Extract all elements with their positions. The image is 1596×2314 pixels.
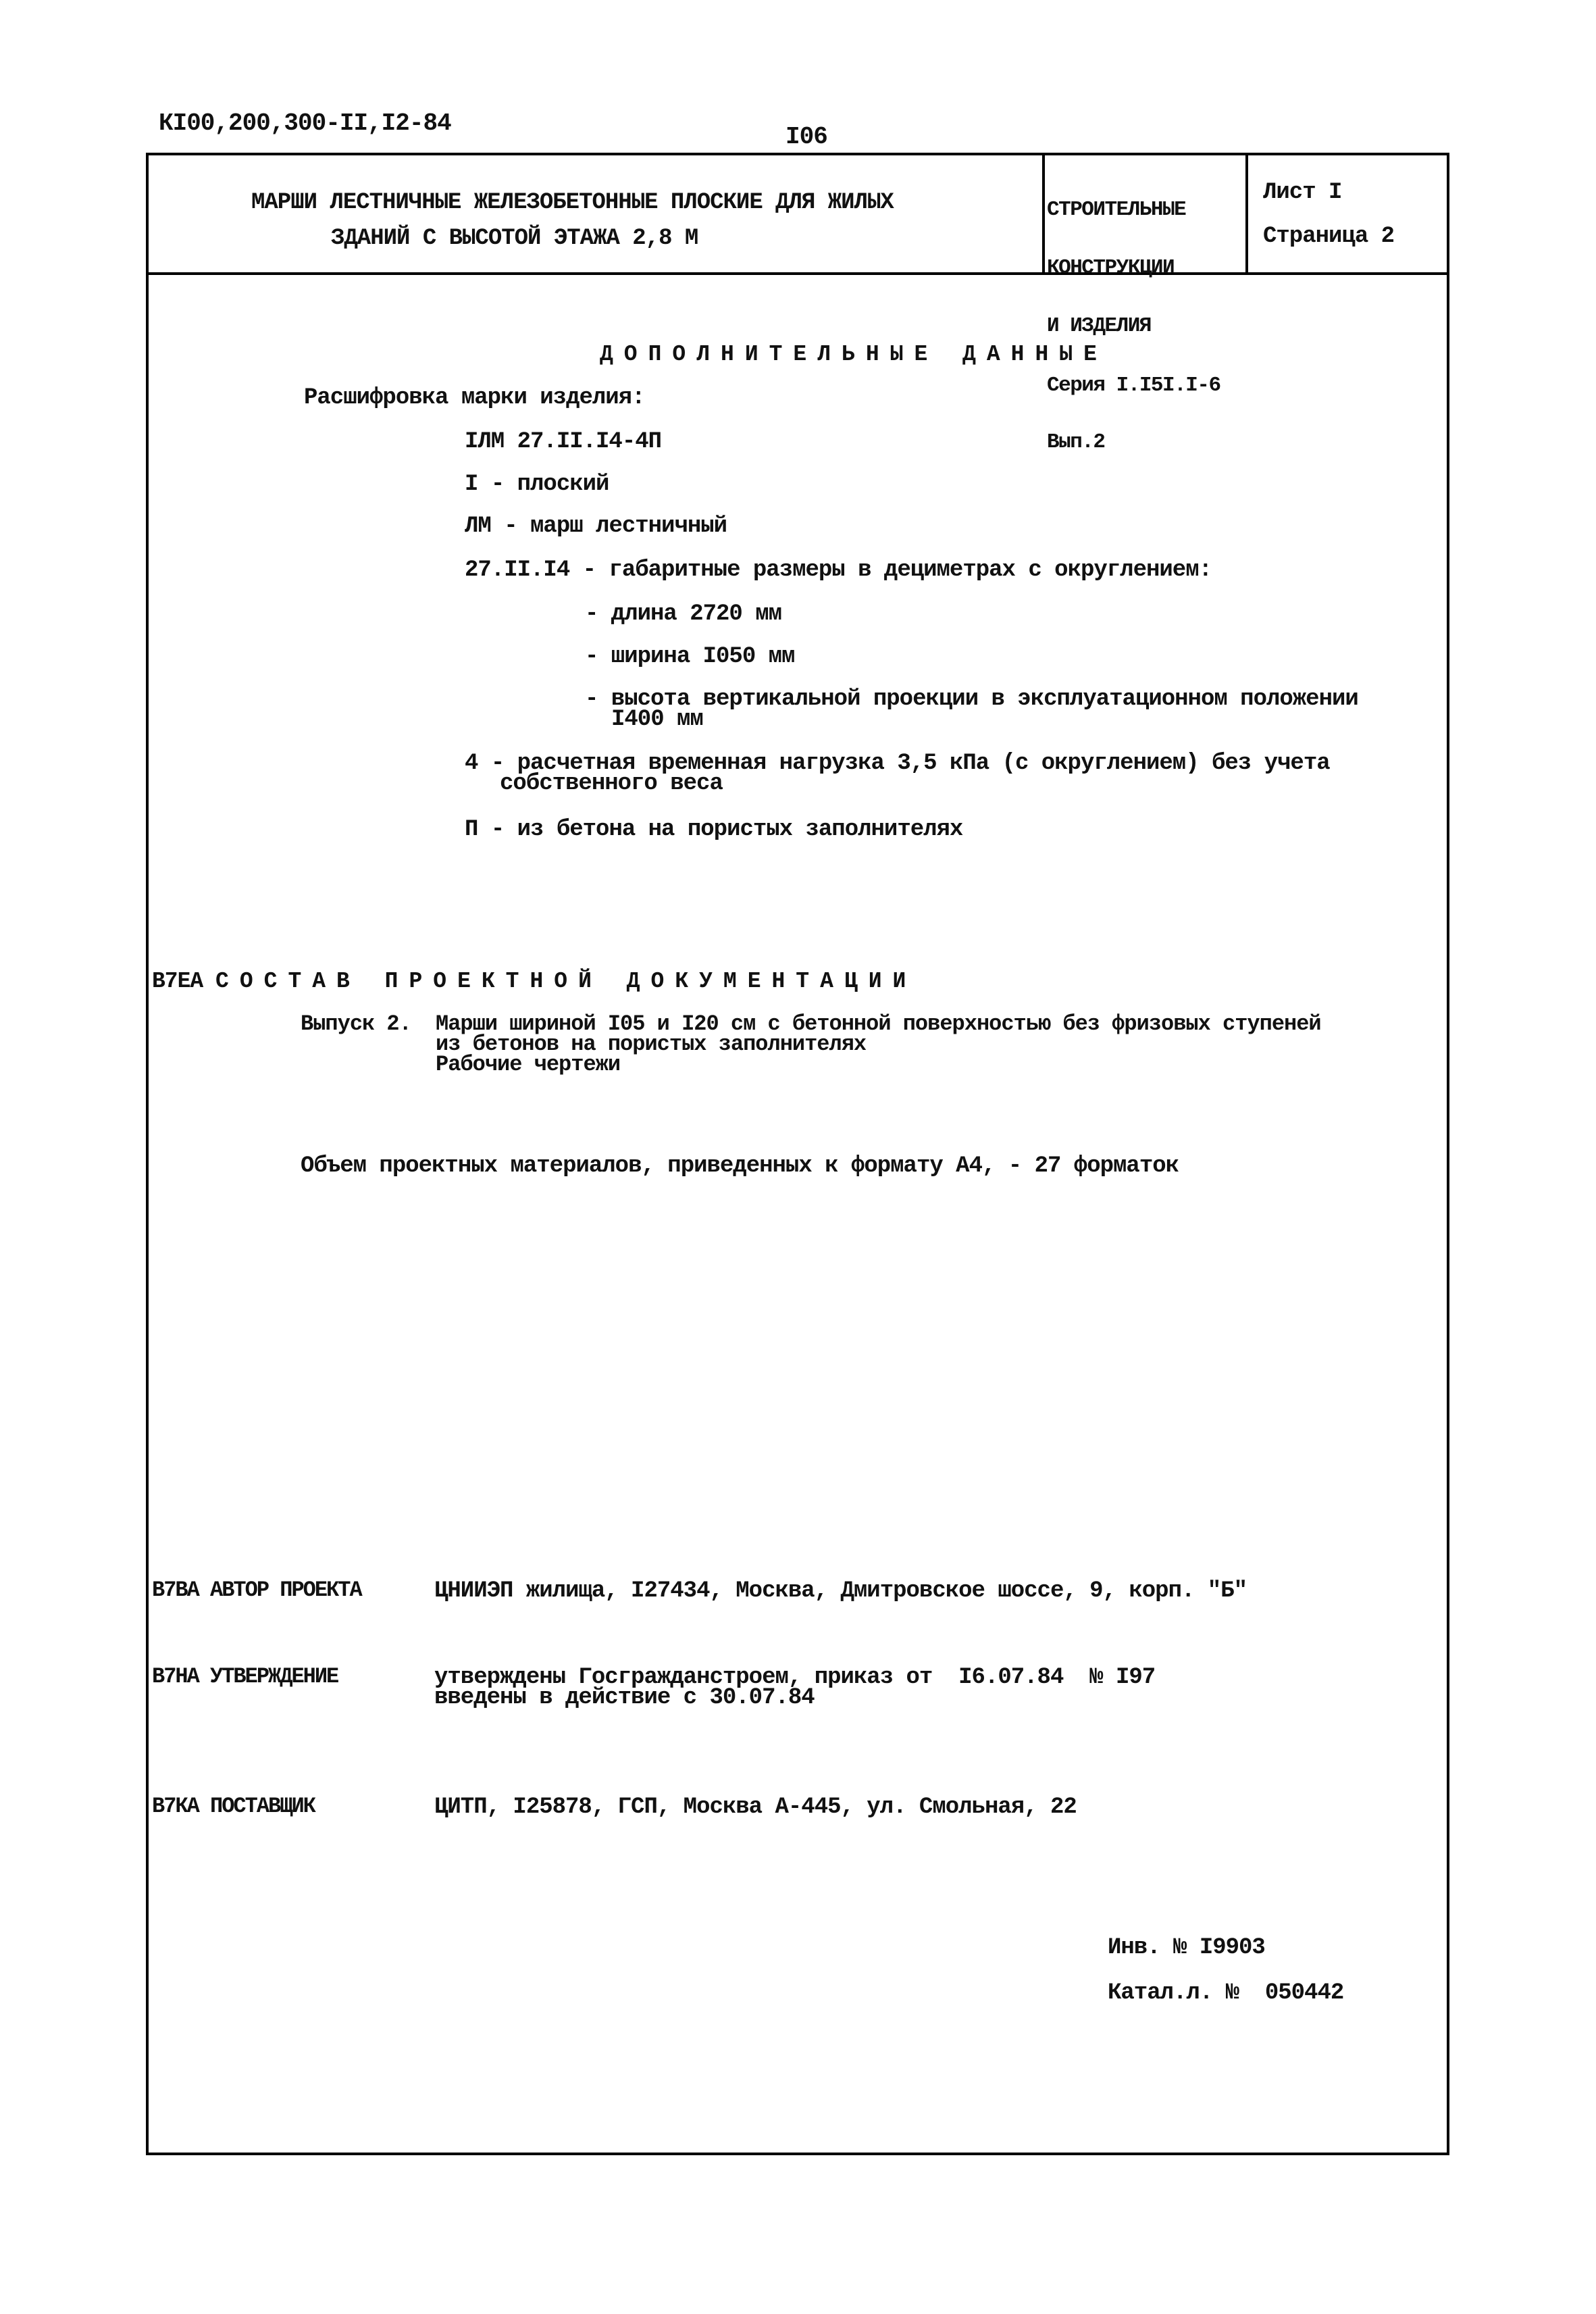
issue-line-2: из бетонов на пористых заполнителях <box>436 1032 867 1057</box>
header-column-divider-1 <box>1042 153 1045 274</box>
material-item <box>465 818 962 841</box>
material-text: - из бетона на пористых заполнителях <box>490 817 963 842</box>
sheet-label: Лист I <box>1263 180 1342 205</box>
issue-line: Вып.2 <box>1047 430 1105 454</box>
issue-line-1: Марши шириной I05 и I20 см с бетонной поверхностью без фризовых ступеней <box>436 1011 1321 1036</box>
title-line-2: ЗДАНИЙ С ВЫСОТОЙ ЭТАЖА 2,8 М <box>331 226 698 251</box>
category-block <box>1047 159 1220 473</box>
issue-line-3: Рабочие чертежи <box>436 1052 621 1077</box>
approval-code: В7НА УТВЕРЖДЕНИЕ <box>152 1664 338 1689</box>
additional-data-heading: ДОПОЛНИТЕЛЬНЫЕ ДАННЫЕ <box>600 342 1108 367</box>
page-label: Страница 2 <box>1263 224 1395 249</box>
dimension-width: - ширина I050 мм <box>585 644 795 670</box>
inventory-number: Инв. № I9903 <box>1108 1935 1265 1961</box>
approval-value-2: введены в действие с 30.07.84 <box>434 1685 815 1711</box>
issue-label: Выпуск 2. <box>301 1011 411 1036</box>
author-code: В7ВА АВТОР ПРОЕКТА <box>152 1578 361 1603</box>
volume-note: Объем проектных материалов, приведенных к формату А4, - 27 форматок <box>301 1153 1179 1179</box>
dimension-length: - длина 2720 мм <box>585 601 782 627</box>
product-mark: IЛМ 27.II.I4-4П <box>465 429 662 455</box>
mark-item-text: - марш лестничный <box>504 513 727 539</box>
dimension-height: - высота вертикальной проекции в эксплуатационном положении <box>585 686 1358 712</box>
mark-item <box>465 559 1212 582</box>
dimension-height-value: I400 мм <box>611 707 703 732</box>
mark-item <box>465 473 609 496</box>
category-line: СТРОИТЕЛЬНЫЕ <box>1047 198 1186 222</box>
category-line: КОНСТРУКЦИИ <box>1047 256 1175 280</box>
approval-value-1: утверждены Госгражданстроем, приказ от I6.07.84 № I97 <box>434 1665 1156 1690</box>
mark-intro: Расшифровка марки изделия: <box>304 385 645 411</box>
series-line: Серия I.I5I.I-6 <box>1047 374 1220 397</box>
mark-item-code: ЛМ <box>465 513 491 539</box>
author-value: ЦНИИЭП жилища, I27434, Москва, Дмитровское шоссе, 9, корп. "Б" <box>434 1578 1247 1604</box>
mark-item-code: I <box>465 472 478 497</box>
supplier-value: ЦИТП, I25878, ГСП, Москва А-445, ул. Смольная, 22 <box>434 1794 1077 1820</box>
load-code: 4 <box>465 751 478 776</box>
supplier-code: В7КА ПОСТАВЩИК <box>152 1794 315 1819</box>
header-divider <box>146 272 1449 275</box>
category-line: И ИЗДЕЛИЯ <box>1047 314 1151 338</box>
composition-heading-row <box>152 970 917 992</box>
mark-item-code: 27.II.I4 <box>465 557 570 583</box>
load-text: - расчетная временная нагрузка 3,5 кПа (с округлением) без учета <box>490 751 1330 776</box>
composition-code: В7ЕА <box>152 969 203 994</box>
composition-heading: СОСТАВ ПРОЕКТНОЙ ДОКУМЕНТАЦИИ <box>215 969 917 994</box>
mark-item-text: - габаритные размеры в дециметрах с округлением: <box>582 557 1212 583</box>
mark-item-text: - плоский <box>490 472 609 497</box>
header-column-divider-2 <box>1245 153 1248 274</box>
load-text-cont: собственного веса <box>500 771 723 797</box>
catalog-number: Катал.л. № 050442 <box>1108 1980 1344 2006</box>
title-line-1: МАРШИ ЛЕСТНИЧНЫЕ ЖЕЛЕЗОБЕТОННЫЕ ПЛОСКИЕ ДЛЯ ЖИЛЫХ <box>251 190 894 216</box>
mark-item <box>465 515 727 538</box>
page-number: I06 <box>786 123 827 151</box>
document-code: КI00,200,300-II,I2-84 <box>159 109 451 137</box>
material-code: П <box>465 817 478 842</box>
